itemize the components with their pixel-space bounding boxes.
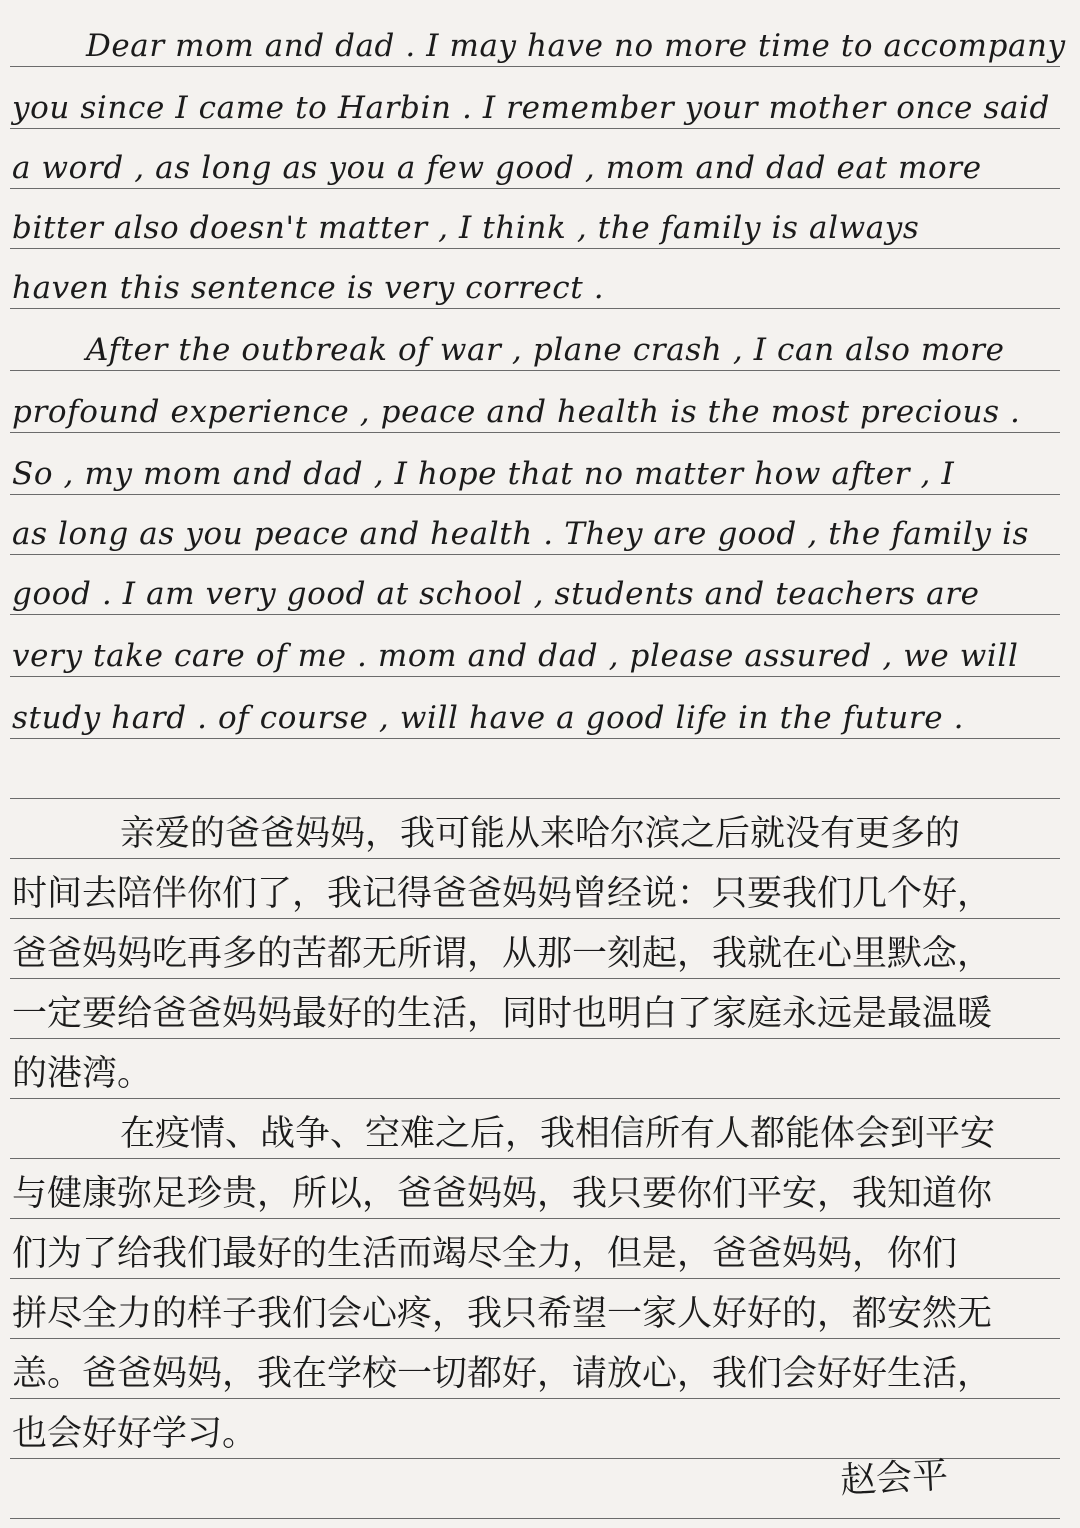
- ruled-line: [10, 1278, 1060, 1279]
- chinese-letter-line: 的港湾。: [12, 1054, 153, 1094]
- ruled-line: [10, 1158, 1060, 1159]
- ruled-line: [10, 66, 1060, 67]
- ruled-line: [10, 188, 1060, 189]
- ruled-line: [10, 308, 1060, 309]
- signature: 赵会平: [839, 1455, 950, 1502]
- ruled-line: [10, 370, 1060, 371]
- english-letter-line: haven this sentence is very correct .: [12, 270, 605, 306]
- ruled-line: [10, 676, 1060, 677]
- ruled-line: [10, 1218, 1060, 1219]
- ruled-line: [10, 918, 1060, 919]
- ruled-line: [10, 738, 1060, 739]
- ruled-line: [10, 432, 1060, 433]
- chinese-letter-line: 爸爸妈妈吃再多的苦都无所谓，从那一刻起，我就在心里默念，: [12, 934, 993, 974]
- ruled-line: [10, 248, 1060, 249]
- ruled-line: [10, 128, 1060, 129]
- english-letter-line: good . I am very good at school , students and teachers are: [12, 576, 980, 612]
- english-letter-line: bitter also doesn't matter , I think , the family is always: [12, 210, 920, 246]
- english-letter-line: study hard . of course , will have a good life in the future .: [12, 700, 965, 736]
- chinese-letter-line: 时间去陪伴你们了，我记得爸爸妈妈曾经说：只要我们几个好，: [12, 874, 993, 914]
- chinese-letter-line: 恙。爸爸妈妈，我在学校一切都好，请放心，我们会好好生活，: [12, 1354, 993, 1394]
- chinese-letter-line: 也会好好学习。: [12, 1414, 258, 1454]
- ruled-line: [10, 1398, 1060, 1399]
- chinese-letter-line: 一定要给爸爸妈妈最好的生活，同时也明白了家庭永远是最温暖: [12, 994, 993, 1034]
- ruled-line: [10, 1338, 1060, 1339]
- chinese-letter-line: 与健康弥足珍贵，所以，爸爸妈妈，我只要你们平安，我知道你: [12, 1174, 993, 1214]
- english-letter-line: you since I came to Harbin . I remember your mother once said: [12, 90, 1050, 126]
- ruled-line: [10, 614, 1060, 615]
- chinese-letter-line: 拼尽全力的样子我们会心疼，我只希望一家人好好的，都安然无: [12, 1294, 993, 1334]
- english-letter-line: as long as you peace and health . They are good , the family is: [12, 516, 1030, 552]
- ruled-line: [10, 798, 1060, 799]
- ruled-line: [10, 858, 1060, 859]
- chinese-letter-line: 亲爱的爸爸妈妈，我可能从来哈尔滨之后就没有更多的: [120, 814, 961, 854]
- ruled-line: [10, 554, 1060, 555]
- ruled-line: [10, 1518, 1060, 1519]
- english-letter-line: very take care of me . mom and dad , please assured , we will: [12, 638, 1019, 674]
- chinese-letter-line: 们为了给我们最好的生活而竭尽全力，但是，爸爸妈妈，你们: [12, 1234, 958, 1274]
- english-letter-line: After the outbreak of war , plane crash , I can also more: [86, 332, 1005, 368]
- ruled-line: [10, 1098, 1060, 1099]
- english-letter-line: Dear mom and dad . I may have no more time to accompany: [86, 28, 1066, 64]
- chinese-letter-line: 在疫情、战争、空难之后，我相信所有人都能体会到平安: [120, 1114, 996, 1154]
- ruled-line: [10, 494, 1060, 495]
- english-letter-line: profound experience , peace and health is the most precious .: [12, 394, 1021, 430]
- english-letter-line: So , my mom and dad , I hope that no matter how after , I: [12, 456, 955, 492]
- english-letter-line: a word , as long as you a few good , mom and dad eat more: [12, 150, 982, 186]
- ruled-line: [10, 1038, 1060, 1039]
- ruled-line: [10, 978, 1060, 979]
